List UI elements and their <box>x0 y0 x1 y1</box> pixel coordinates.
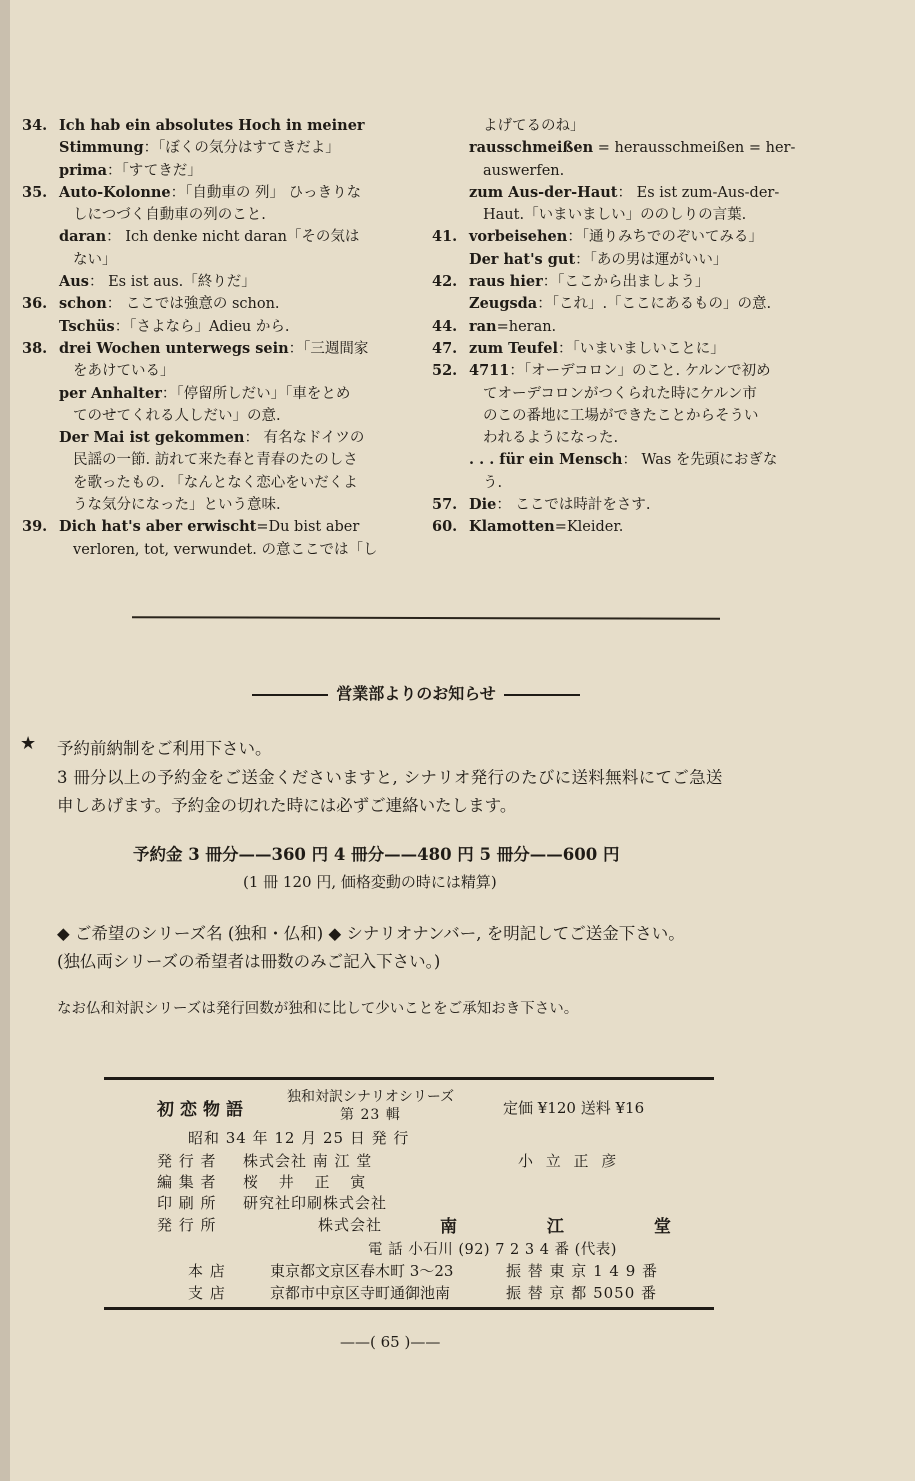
price-note: (1 冊 120 円, 価格変動の時には精算) <box>243 873 497 891</box>
note-gloss: ： ここでは強意の schon. <box>106 296 280 313</box>
section-divider <box>132 616 720 619</box>
heading-dash-right <box>504 694 580 696</box>
note-line <box>469 204 817 226</box>
note-gloss: =Kleider. <box>554 519 624 536</box>
note-term: schon <box>59 295 107 313</box>
note-entry <box>22 516 404 561</box>
note-number: 60. <box>432 518 458 536</box>
note-line <box>469 182 817 204</box>
note-line <box>59 293 404 315</box>
note-line <box>469 449 817 471</box>
issue-date: 昭和 34 年 12 月 25 日 発 行 <box>188 1129 410 1147</box>
note-gloss: ： ここでは時計をさす. <box>496 497 651 514</box>
note-term: zum Teufel <box>469 339 559 357</box>
note-gloss: われるようになった. <box>483 430 619 447</box>
note-term: raus hier <box>469 273 543 291</box>
editor-label: 編 集 者 <box>157 1173 217 1191</box>
note-gloss: うな気分になった」という意味. <box>73 497 281 514</box>
note-entry <box>432 271 817 316</box>
note-gloss: =Du bist aber <box>256 519 360 536</box>
note-gloss: Haut.「いまいましい」ののしりの言葉. <box>483 207 747 224</box>
note-term: drei Wochen unterwegs sein <box>59 339 289 357</box>
series-note: (独仏両シリーズの希望者は冊数のみご記入下さい。) <box>57 952 441 971</box>
note-gloss: ：「ぼくの気分はすてきだよ」 <box>143 140 340 157</box>
note-number: 39. <box>22 518 48 536</box>
publisher-company: 株式会社 南 江 堂 <box>243 1152 373 1170</box>
note-line <box>59 494 404 516</box>
right-notes-column <box>432 115 817 539</box>
note-term: Die <box>469 496 497 514</box>
note-term: ran <box>469 317 497 335</box>
note-line <box>59 182 404 204</box>
note-term: vorbeisehen <box>469 228 568 246</box>
note-term: Stimmung <box>59 139 144 157</box>
note-line <box>469 137 817 159</box>
note-number: 44. <box>432 317 458 335</box>
note-line <box>59 360 404 382</box>
note-line <box>469 494 817 516</box>
note-line <box>469 338 817 360</box>
note-gloss: ：「あの男は運がいい」 <box>575 251 728 268</box>
note-term: Dich hat's aber erwischt <box>59 518 257 536</box>
note-gloss: しにつづく自動車の列のこと. <box>73 207 266 224</box>
note-gloss: ： Was を先頭におぎな <box>622 452 778 469</box>
note-gloss: 民謡の一節. 訪れて来た春と青春のたのしさ <box>73 452 358 469</box>
issuer-label: 発 行 所 <box>157 1216 217 1234</box>
colophon-bottom-rule <box>104 1307 714 1310</box>
printer-label: 印 刷 所 <box>157 1194 217 1212</box>
note-term: Der hat's gut <box>469 250 576 268</box>
note-gloss: を歌ったもの. 「なんとなく恋心をいだくよ <box>73 474 358 491</box>
notice-line-3: 申しあげます。予約金の切れた時には必ずご連絡いたします。 <box>57 796 517 815</box>
note-line <box>59 516 404 538</box>
note-gloss: ：「すてきだ」 <box>107 162 202 179</box>
note-number: 52. <box>432 362 458 380</box>
note-line <box>469 427 817 449</box>
note-line <box>469 383 817 405</box>
star-icon: ★ <box>20 733 37 754</box>
note-line <box>469 226 817 248</box>
note-term: daran <box>59 228 107 246</box>
phone-number: 電 話 小石川 (92) 7 2 3 4 番 (代表) <box>368 1242 617 1258</box>
printer-name: 研究社印刷株式会社 <box>243 1194 388 1212</box>
note-entry <box>432 115 817 226</box>
note-gloss: ：「いまいましいことに」 <box>558 340 725 357</box>
note-term: 4711 <box>469 362 510 380</box>
note-entry <box>22 338 404 516</box>
note-line <box>469 472 817 494</box>
publisher-label: 発 行 者 <box>157 1152 217 1170</box>
note-term: zum Aus-der-Haut <box>469 183 618 201</box>
note-entry <box>22 182 404 293</box>
note-line <box>59 449 404 471</box>
note-line <box>469 360 817 382</box>
note-term: per Anhalter <box>59 384 162 402</box>
note-term: Klamotten <box>469 518 555 536</box>
note-gloss: =heran. <box>496 318 557 335</box>
note-term: Aus <box>59 273 89 291</box>
note-term: Zeugsda <box>469 295 538 313</box>
note-term: Ich hab ein absolutes Hoch in meiner <box>59 117 365 134</box>
note-line <box>469 293 817 315</box>
note-line <box>59 137 404 159</box>
note-gloss: auswerfen. <box>483 162 565 179</box>
note-line <box>469 115 817 137</box>
page-binding-edge <box>0 0 10 1481</box>
note-gloss: ： Es ist aus.「終りだ」 <box>88 274 256 291</box>
note-line <box>59 271 404 293</box>
note-number: 36. <box>22 295 48 313</box>
note-gloss: verloren, tot, verwundet. の意ここでは「し <box>73 541 378 558</box>
note-entry <box>22 115 404 182</box>
page-number: ——( 65 )—— <box>340 1333 441 1351</box>
note-gloss: てのせてくれる人しだい」の意. <box>73 407 281 424</box>
heading-dash-left <box>252 694 328 696</box>
left-notes-column <box>22 115 404 561</box>
note-line <box>469 271 817 293</box>
note-line <box>59 115 404 137</box>
branch-office-account: 振 替 京 都 5050 番 <box>506 1284 658 1302</box>
note-line <box>59 383 404 405</box>
note-number: 35. <box>22 183 48 201</box>
note-line <box>59 338 404 360</box>
issuer-name: 南 江 堂 <box>440 1217 713 1237</box>
branch-office-address: 京都市中京区寺町通御池南 <box>270 1284 451 1302</box>
note-number: 57. <box>432 496 458 514</box>
note-gloss: ： Es ist zum-Aus-der- <box>617 184 780 201</box>
publisher-name: 小 立 正 彦 <box>518 1152 621 1170</box>
note-number: 47. <box>432 339 458 357</box>
note-gloss: う. <box>483 474 503 491</box>
book-title: 初恋物語 <box>157 1100 249 1120</box>
notice-line-2: 3 冊分以上の予約金をご送金くださいますと, シナリオ発行のたびに送料無料にてご急送 <box>57 768 723 787</box>
main-office-address: 東京都文京区春木町 3〜23 <box>270 1262 454 1280</box>
note-number: 34. <box>22 117 48 134</box>
note-line <box>59 249 404 271</box>
notice-heading-text: 営業部よりのお知らせ <box>336 684 496 703</box>
note-gloss: をあけている」 <box>73 363 175 380</box>
note-line <box>59 539 404 561</box>
note-line <box>469 516 817 538</box>
issuer-prefix: 株式会社 <box>318 1216 383 1234</box>
prepayment-prices: 予約金 3 冊分——360 円 4 冊分——480 円 5 冊分——600 円 <box>133 845 620 864</box>
main-office-label: 本 店 <box>188 1262 226 1280</box>
note-gloss: ：「オーデコロン」のこと. ケルンで初め <box>509 363 771 380</box>
series-instruction: ◆ ご希望のシリーズ名 (独和・仏和) ◆ シナリオナンバー, を明記してご送金下さい。 <box>57 924 685 943</box>
note-gloss: ない」 <box>73 251 117 268</box>
note-number: 38. <box>22 339 48 357</box>
note-line <box>469 405 817 427</box>
note-entry <box>432 516 817 538</box>
note-line <box>59 427 404 449</box>
note-gloss: ： Ich denke nicht daran「その気は <box>106 229 360 246</box>
note-line <box>59 226 404 248</box>
branch-office-label: 支 店 <box>188 1284 226 1302</box>
editor-name: 桜 井 正 寅 <box>243 1173 374 1191</box>
note-gloss: ：「これ」.「ここにあるもの」の意. <box>537 296 772 313</box>
note-number: 41. <box>432 228 458 246</box>
note-gloss: ：「三週間家 <box>288 340 369 357</box>
note-line <box>469 249 817 271</box>
note-gloss: ： 有名なドイツの <box>244 430 365 447</box>
note-term: Der Mai ist gekommen <box>59 429 245 447</box>
note-entry <box>432 338 817 360</box>
note-entry <box>432 360 817 494</box>
series-name: 独和対訳シナリオシリーズ <box>287 1089 455 1105</box>
note-gloss: ：「ここから出ましよう」 <box>542 274 710 291</box>
note-gloss: ：「停留所しだい」「車をとめ <box>161 385 351 402</box>
note-gloss: よげてるのね」 <box>483 118 585 134</box>
note-entry <box>432 494 817 516</box>
note-term: Tschüs <box>59 317 115 335</box>
french-series-note: なお仏和対訳シリーズは発行回数が独和に比して少いことをご承知おき下さい。 <box>57 1001 579 1017</box>
note-line <box>59 405 404 427</box>
colophon-top-rule <box>104 1077 714 1080</box>
note-line <box>59 160 404 182</box>
main-office-account: 振 替 東 京 1 4 9 番 <box>506 1262 659 1280</box>
note-gloss: ：「通りみちでのぞいてみる」 <box>567 229 763 246</box>
note-line <box>469 316 817 338</box>
note-line <box>59 204 404 226</box>
note-line <box>469 160 817 182</box>
note-term: rausschmeißen <box>469 139 594 157</box>
note-gloss: ：「さよなら」Adieu から. <box>114 318 290 335</box>
note-gloss: ：「自動車の 列」 ひっきりな <box>170 184 362 201</box>
volume-number: 第 23 輯 <box>340 1107 401 1123</box>
book-price: 定価 ¥120 送料 ¥16 <box>503 1099 645 1117</box>
notice-heading <box>231 681 601 704</box>
note-gloss: のこの番地に工場ができたことからそうい <box>483 407 759 424</box>
note-line <box>59 472 404 494</box>
note-term: Auto-Kolonne <box>59 183 171 201</box>
note-entry <box>432 316 817 338</box>
note-entry <box>432 226 817 271</box>
note-number: 42. <box>432 273 458 291</box>
note-entry <box>22 293 404 338</box>
note-gloss: = herausschmeißen = her- <box>593 140 796 157</box>
note-term: prima <box>59 161 108 179</box>
note-term: . . . für ein Mensch <box>469 451 623 469</box>
notice-line-1: 予約前納制をご利用下さい。 <box>57 739 272 758</box>
note-line <box>59 316 404 338</box>
note-gloss: てオーデコロンがつくられた時にケルン市 <box>483 385 757 402</box>
